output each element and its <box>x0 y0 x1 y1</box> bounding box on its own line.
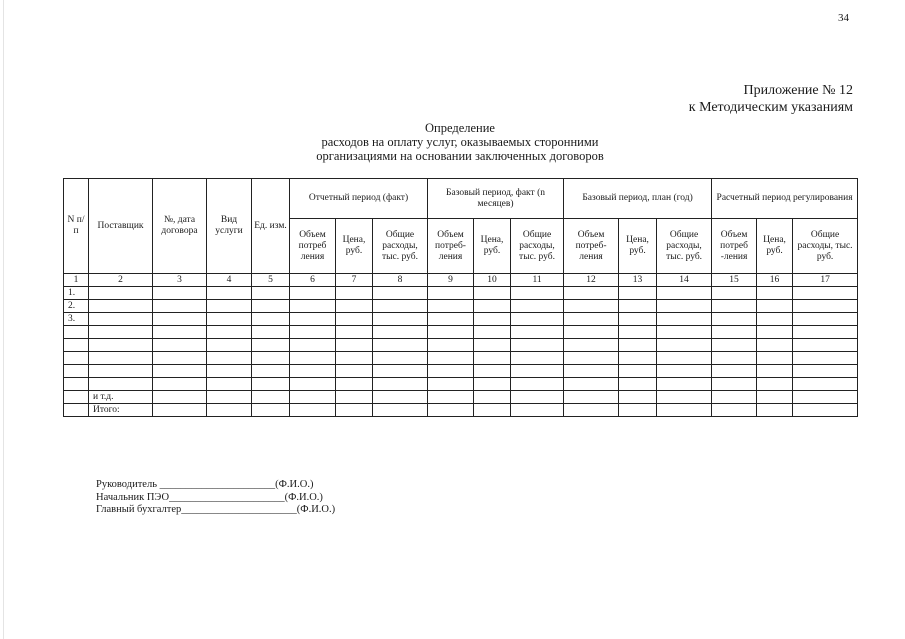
table-cell <box>474 404 511 417</box>
table-cell <box>712 313 757 326</box>
row-label <box>64 339 89 352</box>
scan-edge <box>3 0 4 639</box>
table-cell <box>757 391 793 404</box>
table-cell <box>564 378 619 391</box>
table-cell <box>757 352 793 365</box>
col-number: 16 <box>757 274 793 287</box>
table-cell <box>712 378 757 391</box>
table-cell <box>153 300 207 313</box>
table-cell <box>153 391 207 404</box>
table-cell <box>290 313 336 326</box>
col-number: 13 <box>619 274 657 287</box>
table-cell <box>290 300 336 313</box>
sub-price: Цена, руб. <box>619 219 657 274</box>
table-cell <box>290 365 336 378</box>
table-cell <box>657 404 712 417</box>
table-cell <box>511 365 564 378</box>
header-contract: №, дата договора <box>153 179 207 274</box>
col-number: 17 <box>793 274 858 287</box>
table-cell <box>290 378 336 391</box>
table-cell <box>252 352 290 365</box>
row-label <box>64 365 89 378</box>
table-row <box>64 300 858 313</box>
table-cell <box>373 339 428 352</box>
title-line-1: Определение <box>425 121 495 135</box>
table-cell <box>373 378 428 391</box>
table-cell <box>207 378 252 391</box>
table-cell <box>474 300 511 313</box>
header-num: N п/п <box>64 179 89 274</box>
table-cell <box>619 391 657 404</box>
table-cell <box>153 365 207 378</box>
table-cell <box>474 326 511 339</box>
table-cell <box>793 339 858 352</box>
table-cell <box>153 339 207 352</box>
table-cell <box>511 287 564 300</box>
row-label <box>64 378 89 391</box>
table-cell <box>373 326 428 339</box>
row-label <box>64 352 89 365</box>
table-cell <box>252 378 290 391</box>
col-number: 2 <box>89 274 153 287</box>
table-cell <box>712 287 757 300</box>
table-cell <box>619 352 657 365</box>
table-cell <box>474 352 511 365</box>
table-cell <box>207 404 252 417</box>
table-cell <box>564 313 619 326</box>
table-cell <box>428 326 474 339</box>
col-number: 3 <box>153 274 207 287</box>
table-cell <box>252 339 290 352</box>
col-number: 12 <box>564 274 619 287</box>
table-cell <box>511 391 564 404</box>
table-cell <box>64 404 89 417</box>
table-cell <box>89 378 153 391</box>
col-number: 6 <box>290 274 336 287</box>
table-cell <box>793 326 858 339</box>
row-label <box>64 326 89 339</box>
table-cell <box>290 352 336 365</box>
sub-price: Цена, руб. <box>474 219 511 274</box>
table-cell <box>564 365 619 378</box>
document-title <box>300 121 620 163</box>
table-cell <box>252 404 290 417</box>
table-cell <box>153 326 207 339</box>
table-cell <box>207 391 252 404</box>
appendix-line-1: Приложение № 12 <box>743 83 853 98</box>
table-cell <box>757 313 793 326</box>
header-supplier: Поставщик <box>89 179 153 274</box>
expenses-table <box>63 178 858 417</box>
table-cell <box>619 300 657 313</box>
table-cell <box>153 313 207 326</box>
header-row-1 <box>64 179 858 219</box>
table-cell <box>619 339 657 352</box>
table-cell <box>619 313 657 326</box>
table-cell <box>89 326 153 339</box>
table-cell <box>207 339 252 352</box>
table-cell <box>793 378 858 391</box>
page-number: 34 <box>838 12 849 24</box>
table-cell <box>290 287 336 300</box>
row-label: 2. <box>64 300 89 313</box>
table-cell <box>757 404 793 417</box>
table-cell <box>428 378 474 391</box>
table-cell <box>793 404 858 417</box>
col-number: 4 <box>207 274 252 287</box>
table-cell <box>153 287 207 300</box>
table-cell <box>153 404 207 417</box>
table-cell <box>89 313 153 326</box>
table-cell <box>89 339 153 352</box>
signature-chief-accountant: Главный бухгалтер______________________(Ф.И.О.) <box>96 504 336 515</box>
table-cell <box>336 339 373 352</box>
table-cell <box>373 352 428 365</box>
col-number: 1 <box>64 274 89 287</box>
table-cell <box>619 404 657 417</box>
table-cell <box>793 352 858 365</box>
table-cell <box>511 352 564 365</box>
table-cell <box>657 339 712 352</box>
table-cell <box>757 300 793 313</box>
group-base-plan: Базовый период, план (год) <box>564 179 712 219</box>
table-cell <box>428 287 474 300</box>
sub-total: Общие расходы, тыс. руб. <box>657 219 712 274</box>
table-cell <box>564 352 619 365</box>
table-cell <box>474 365 511 378</box>
table-cell <box>657 300 712 313</box>
table-cell <box>89 352 153 365</box>
table-cell <box>474 339 511 352</box>
table-cell <box>657 365 712 378</box>
table-cell <box>712 339 757 352</box>
table-cell <box>757 287 793 300</box>
table-cell <box>207 313 252 326</box>
appendix-header <box>689 82 853 116</box>
table-cell <box>657 352 712 365</box>
table-cell <box>252 365 290 378</box>
col-number: 5 <box>252 274 290 287</box>
table-cell <box>336 352 373 365</box>
group-regulation-period: Расчетный период регулирования <box>712 179 858 219</box>
sub-total: Общие расходы, тыс. руб. <box>511 219 564 274</box>
table-cell <box>207 287 252 300</box>
table-cell <box>712 326 757 339</box>
table-row <box>64 352 858 365</box>
sub-price: Цена, руб. <box>757 219 793 274</box>
table-cell <box>793 313 858 326</box>
table-cell <box>619 365 657 378</box>
table-cell <box>207 352 252 365</box>
table-cell <box>657 287 712 300</box>
table-cell <box>252 287 290 300</box>
sub-total: Общие расходы, тыс. руб. <box>373 219 428 274</box>
sub-volume: Объем потреб-ления <box>428 219 474 274</box>
col-number: 9 <box>428 274 474 287</box>
table-row <box>64 391 858 404</box>
table-cell <box>793 391 858 404</box>
table-cell <box>712 404 757 417</box>
table-cell <box>89 287 153 300</box>
table-cell <box>757 378 793 391</box>
table-cell <box>511 300 564 313</box>
sub-volume: Объем потреб-ления <box>564 219 619 274</box>
table-cell <box>153 352 207 365</box>
header-unit: Ед. изм. <box>252 179 290 274</box>
table-cell <box>428 391 474 404</box>
table-row <box>64 339 858 352</box>
table-cell <box>336 287 373 300</box>
table-cell <box>428 300 474 313</box>
table-cell <box>564 300 619 313</box>
table-cell <box>657 391 712 404</box>
table-body <box>64 287 858 417</box>
etc-label: и т.д. <box>89 391 153 404</box>
row-label: 3. <box>64 313 89 326</box>
table-cell <box>757 339 793 352</box>
table-cell <box>793 300 858 313</box>
table-cell <box>474 378 511 391</box>
table-cell <box>657 313 712 326</box>
table-row <box>64 313 858 326</box>
signature-block <box>96 479 335 517</box>
group-report-period: Отчетный период (факт) <box>290 179 428 219</box>
table-cell <box>373 313 428 326</box>
signature-peo-head: Начальник ПЭО______________________(Ф.И.О.) <box>96 491 323 503</box>
sub-total: Общие расходы, тыс. руб. <box>793 219 858 274</box>
table-cell <box>373 391 428 404</box>
table-cell <box>373 300 428 313</box>
table-cell <box>207 300 252 313</box>
table-cell <box>657 326 712 339</box>
table-cell <box>89 300 153 313</box>
table-cell <box>474 391 511 404</box>
table-cell <box>619 287 657 300</box>
table-cell <box>252 300 290 313</box>
table-cell <box>564 287 619 300</box>
appendix-line-2: к Методическим указаниям <box>688 100 853 115</box>
table-cell <box>793 365 858 378</box>
table-cell <box>712 365 757 378</box>
table-cell <box>252 326 290 339</box>
table-cell <box>511 339 564 352</box>
table-cell <box>712 300 757 313</box>
table-cell <box>64 391 89 404</box>
table-cell <box>207 326 252 339</box>
table-cell <box>373 404 428 417</box>
table-cell <box>336 326 373 339</box>
table-cell <box>290 404 336 417</box>
table-cell <box>757 326 793 339</box>
table-cell <box>336 378 373 391</box>
sub-volume: Объем потреб ления <box>290 219 336 274</box>
table-cell <box>290 326 336 339</box>
table-cell <box>712 352 757 365</box>
col-number: 15 <box>712 274 757 287</box>
table-cell <box>712 391 757 404</box>
col-number: 11 <box>511 274 564 287</box>
table-cell <box>336 300 373 313</box>
table-cell <box>373 287 428 300</box>
table-cell <box>207 365 252 378</box>
table-row <box>64 365 858 378</box>
table-cell <box>511 326 564 339</box>
table-cell <box>428 339 474 352</box>
header-service: Вид услуги <box>207 179 252 274</box>
table-cell <box>474 287 511 300</box>
table-cell <box>511 378 564 391</box>
col-number: 10 <box>474 274 511 287</box>
table-cell <box>252 391 290 404</box>
table-cell <box>564 326 619 339</box>
column-number-row <box>64 274 858 287</box>
sub-volume: Объем потреб -ления <box>712 219 757 274</box>
table-cell <box>290 391 336 404</box>
table-cell <box>336 404 373 417</box>
sub-price: Цена, руб. <box>336 219 373 274</box>
table-cell <box>252 313 290 326</box>
title-line-3: организациями на основании заключенных договоров <box>316 149 604 163</box>
table-cell <box>564 404 619 417</box>
table-cell <box>428 404 474 417</box>
signature-director: Руководитель ______________________(Ф.И.О.) <box>96 479 314 490</box>
title-line-2: расходов на оплату услуг, оказываемых сторонними <box>321 135 599 149</box>
table-cell <box>793 287 858 300</box>
col-number: 14 <box>657 274 712 287</box>
table-cell <box>757 365 793 378</box>
table-cell <box>336 313 373 326</box>
table-cell <box>619 326 657 339</box>
table-cell <box>474 313 511 326</box>
table-cell <box>619 378 657 391</box>
table-cell <box>336 391 373 404</box>
table-cell <box>336 365 373 378</box>
table-cell <box>564 339 619 352</box>
table-cell <box>89 365 153 378</box>
table-cell <box>657 378 712 391</box>
total-label: Итого: <box>89 404 153 417</box>
col-number: 8 <box>373 274 428 287</box>
table-cell <box>564 391 619 404</box>
table-cell <box>290 339 336 352</box>
table-cell <box>428 352 474 365</box>
row-label: 1. <box>64 287 89 300</box>
table-row <box>64 326 858 339</box>
col-number: 7 <box>336 274 373 287</box>
table-row <box>64 287 858 300</box>
total-row <box>64 404 858 417</box>
table-cell <box>428 365 474 378</box>
group-base-fact: Базовый период, факт (n месяцев) <box>428 179 564 219</box>
table-cell <box>153 378 207 391</box>
table-cell <box>511 313 564 326</box>
table-cell <box>373 365 428 378</box>
table-cell <box>428 313 474 326</box>
table-row <box>64 378 858 391</box>
table-cell <box>511 404 564 417</box>
